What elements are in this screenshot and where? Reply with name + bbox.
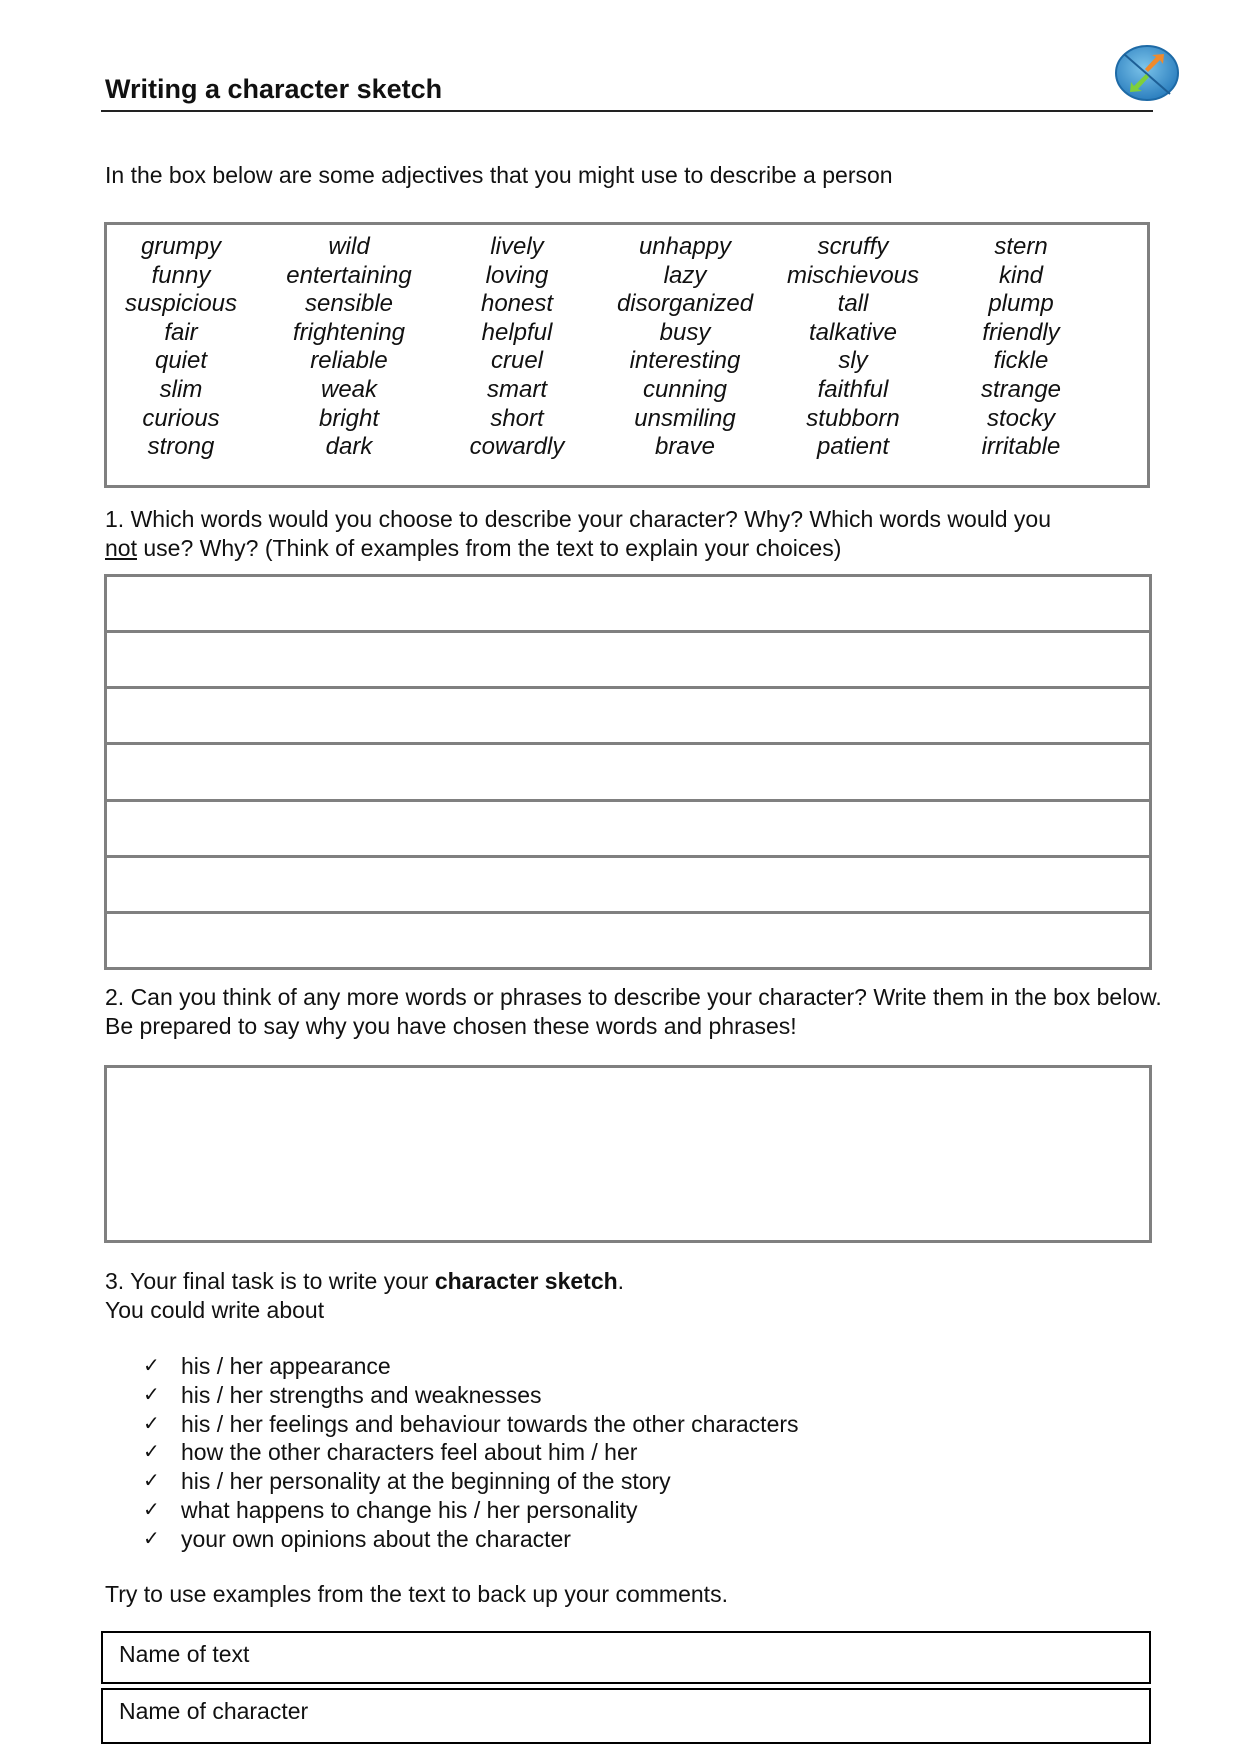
checklist-item	[143, 1525, 799, 1554]
adjective-word: frightening	[292, 318, 406, 346]
checkmark-icon: ✓	[143, 1470, 160, 1493]
question-3-line2: You could write about	[105, 1297, 325, 1323]
adjective-word: entertaining	[286, 261, 412, 289]
checklist-item	[143, 1352, 799, 1381]
adjective-word: friendly	[982, 318, 1060, 346]
question-3-bold: character sketch	[434, 1268, 618, 1294]
name-of-character-label: Name of character	[119, 1698, 309, 1724]
tip-text: Try to use examples from the text to back up your comments.	[105, 1581, 728, 1607]
checklist-item-text: his / her feelings and behaviour towards the other characters	[181, 1410, 799, 1437]
checkmark-icon: ✓	[143, 1527, 160, 1550]
adjective-word: smart	[487, 375, 547, 403]
adjective-word: stubborn	[806, 404, 900, 432]
question-1-answer-box[interactable]	[104, 574, 1152, 970]
adjective-word: dark	[325, 433, 373, 461]
checklist-item	[143, 1496, 799, 1525]
question-3-prefix: 3. Your final task is to write your	[105, 1268, 435, 1294]
adjective-word: mischievous	[786, 261, 920, 289]
adjective-word: suspicious	[124, 290, 238, 318]
adjective-word: strong	[147, 433, 215, 461]
adjective-word: stocky	[986, 404, 1055, 432]
adjective-word: wild	[328, 233, 370, 260]
answer-line[interactable]	[107, 577, 1149, 633]
checklist-item	[143, 1467, 799, 1496]
adjective-word: quiet	[154, 347, 208, 375]
question-1-line1: 1. Which words would you choose to describe your character? Why? Which words would you	[105, 506, 1051, 532]
adjective-word: kind	[998, 261, 1044, 289]
checkmark-icon: ✓	[143, 1441, 160, 1464]
answer-line[interactable]	[107, 858, 1149, 914]
adjective-word: curious	[142, 404, 220, 432]
checkmark-icon: ✓	[143, 1498, 160, 1521]
adjective-word: brave	[654, 433, 716, 461]
adjective-word: fickle	[993, 347, 1049, 375]
checklist-item-text: his / her personality at the beginning of the story	[181, 1468, 671, 1495]
checklist-item-text: how the other characters feel about him / her	[181, 1439, 638, 1466]
checklist-item-text: his / her strengths and weaknesses	[181, 1381, 542, 1408]
adjective-word: interesting	[629, 347, 741, 375]
question-3-suffix: .	[617, 1268, 625, 1294]
adjective-word: plump	[988, 290, 1054, 318]
adjective-word: irritable	[981, 433, 1061, 461]
adjective-word: scruffy	[817, 233, 889, 260]
adjective-box	[104, 222, 1150, 488]
question-1	[105, 505, 1165, 563]
adjective-word: sensible	[304, 290, 394, 318]
adjective-word: cowardly	[469, 433, 565, 461]
adjective-word: lazy	[663, 261, 707, 289]
adjective-word: bright	[318, 404, 380, 432]
adjective-word: patient	[816, 433, 890, 461]
adjective-word: sly	[838, 347, 868, 375]
name-of-text-label: Name of text	[119, 1641, 250, 1667]
adjective-word: cruel	[490, 347, 544, 375]
adjective-word: weak	[320, 375, 378, 403]
adjective-word: funny	[151, 261, 211, 289]
intro-text: In the box below are some adjectives that you might use to describe a person	[105, 162, 893, 188]
answer-line[interactable]	[107, 689, 1149, 745]
adjective-word: disorganized	[616, 290, 754, 318]
question-3	[105, 1267, 624, 1325]
checklist-item-text: his / her appearance	[181, 1353, 391, 1379]
adjective-word: cunning	[642, 375, 728, 403]
adjective-grid	[107, 233, 1147, 462]
question-1-underlined-word: not	[105, 535, 137, 561]
checkmark-icon: ✓	[143, 1355, 160, 1377]
adjective-word: busy	[659, 318, 711, 346]
name-of-character-field[interactable]	[101, 1688, 1151, 1744]
answer-line[interactable]	[107, 914, 1149, 967]
page-title: Writing a character sketch	[105, 74, 443, 104]
adjective-word: lively	[490, 233, 544, 260]
checklist-item-text: your own opinions about the character	[181, 1525, 571, 1552]
answer-line[interactable]	[107, 745, 1149, 801]
globe-arrows-icon	[1112, 42, 1182, 104]
adjective-word: unsmiling	[634, 404, 736, 432]
name-of-text-field[interactable]	[101, 1631, 1151, 1684]
checkmark-icon: ✓	[143, 1383, 160, 1406]
question-2: 2. Can you think of any more words or phrases to describe your character? Write them in the box below. Be prepared to say why you have chosen these words and phrases!	[105, 984, 1162, 1039]
adjective-word: slim	[159, 375, 203, 403]
adjective-word: stern	[994, 233, 1048, 260]
adjective-word: talkative	[808, 318, 898, 346]
checklist	[143, 1352, 799, 1554]
checkmark-icon: ✓	[143, 1412, 160, 1435]
adjective-word: reliable	[310, 347, 388, 375]
adjective-word: grumpy	[140, 233, 222, 260]
question-1-line2: use? Why? (Think of examples from the text to explain your choices)	[136, 535, 842, 561]
adjective-word: loving	[485, 261, 549, 289]
question-2-answer-box[interactable]	[104, 1065, 1152, 1243]
answer-line[interactable]	[107, 633, 1149, 689]
adjective-word: honest	[480, 290, 554, 318]
checklist-item	[143, 1438, 799, 1467]
title-divider	[101, 110, 1153, 112]
checklist-item	[143, 1410, 799, 1439]
checklist-item	[143, 1381, 799, 1410]
adjective-word: fair	[164, 318, 198, 346]
adjective-word: short	[490, 404, 544, 432]
adjective-word: strange	[980, 375, 1062, 403]
adjective-column	[980, 233, 1223, 462]
checklist-item-text: what happens to change his / her personality	[181, 1496, 638, 1523]
adjective-word: helpful	[481, 318, 553, 346]
answer-line[interactable]	[107, 802, 1149, 858]
adjective-word: faithful	[817, 375, 889, 403]
adjective-word: unhappy	[638, 233, 732, 260]
adjective-word: tall	[837, 290, 869, 318]
